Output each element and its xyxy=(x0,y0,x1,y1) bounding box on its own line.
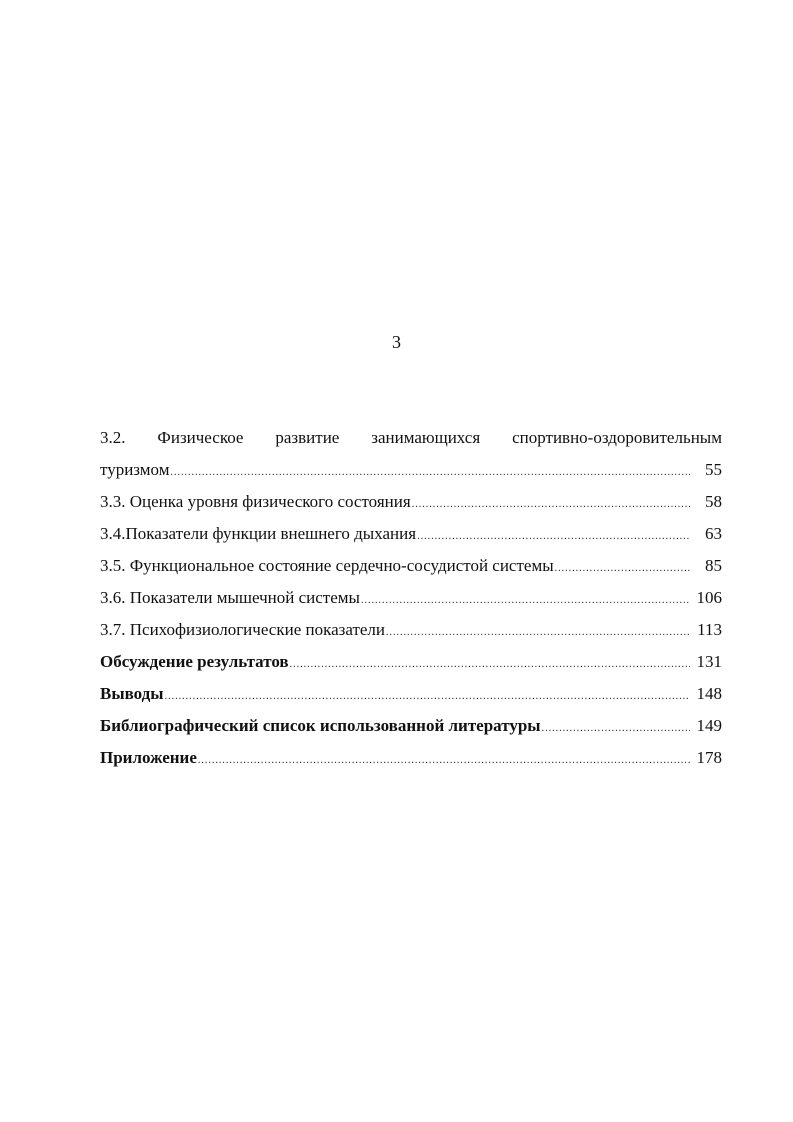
toc-entry-conclusions[interactable] xyxy=(100,684,722,716)
toc-entry-title: Библиографический список использованной литературы xyxy=(100,716,541,735)
toc-entry-page: 55 xyxy=(705,460,722,479)
toc-entry-page: 149 xyxy=(696,716,722,735)
toc-entry-3-5[interactable] xyxy=(100,556,722,588)
toc-entry-3-4[interactable] xyxy=(100,524,722,556)
table-of-contents xyxy=(100,428,722,780)
toc-leader-dots xyxy=(198,751,690,771)
toc-leader-dots xyxy=(542,719,690,739)
toc-entry-3-7[interactable] xyxy=(100,620,722,652)
toc-entry-title: 3.3. Оценка уровня физического состояния xyxy=(100,492,411,511)
toc-entry-page: 131 xyxy=(696,652,722,671)
toc-entry-title-line1: 3.2. Физическое развитие занимающихся спортивно-оздоровительным xyxy=(100,428,722,447)
toc-entry-page: 178 xyxy=(696,748,722,767)
toc-entry-page: 63 xyxy=(705,524,722,543)
toc-entry-title: Обсуждение результатов xyxy=(100,652,289,671)
toc-entry-title-line2: туризмом xyxy=(100,460,170,479)
toc-entry-page: 106 xyxy=(696,588,722,607)
toc-entry-title: 3.7. Психофизиологические показатели xyxy=(100,620,386,639)
toc-entry-title: 3.5. Функциональное состояние сердечно-сосудистой системы xyxy=(100,556,554,575)
toc-entry-3-2[interactable] xyxy=(100,428,722,492)
toc-entry-page: 58 xyxy=(705,492,722,511)
toc-entry-appendix[interactable] xyxy=(100,748,722,780)
toc-entry-bibliography[interactable] xyxy=(100,716,722,748)
toc-entry-page: 113 xyxy=(697,620,722,639)
toc-entry-title: Приложение xyxy=(100,748,197,767)
toc-leader-dots xyxy=(386,623,690,643)
toc-leader-dots xyxy=(170,463,690,483)
toc-entry-discussion[interactable] xyxy=(100,652,722,684)
toc-entry-title: Выводы xyxy=(100,684,164,703)
toc-entry-page: 148 xyxy=(696,684,722,703)
toc-leader-dots xyxy=(412,495,690,515)
toc-leader-dots xyxy=(165,687,690,707)
toc-entry-3-6[interactable] xyxy=(100,588,722,620)
toc-leader-dots xyxy=(417,527,690,547)
toc-entry-page: 85 xyxy=(705,556,722,575)
toc-entry-3-3[interactable] xyxy=(100,492,722,524)
toc-leader-dots xyxy=(361,591,690,611)
toc-entry-title: 3.4.Показатели функции внешнего дыхания xyxy=(100,524,417,543)
toc-entry-title: 3.6. Показатели мышечной системы xyxy=(100,588,360,607)
toc-leader-dots xyxy=(290,655,690,675)
toc-leader-dots xyxy=(555,559,690,579)
page-number: 3 xyxy=(392,332,401,352)
